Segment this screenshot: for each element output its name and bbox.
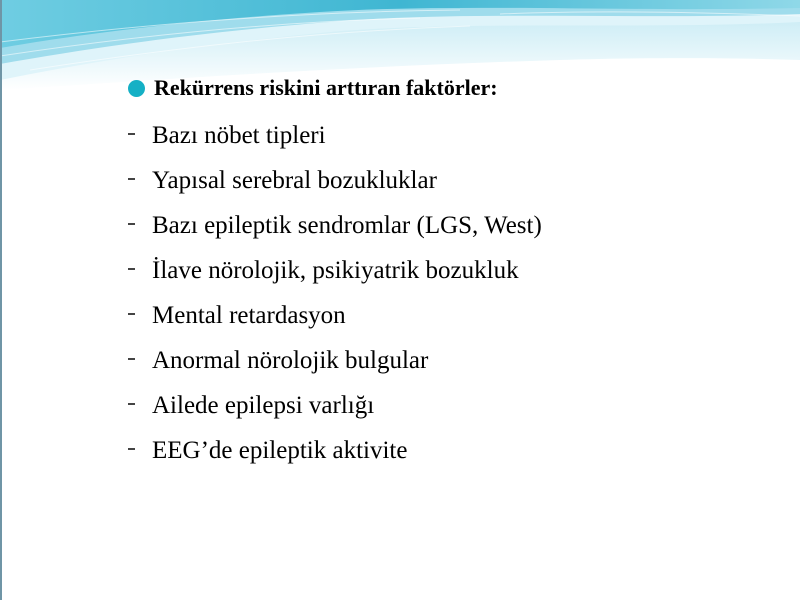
list-item-text: Anormal nörolojik bulgular [152, 346, 429, 374]
list-item [128, 293, 542, 338]
heading-text: Rekürrens riskini arttıran faktörler: [154, 75, 498, 100]
slide-left-edge-line [0, 0, 2, 600]
dash-bullet-icon [128, 358, 135, 360]
filled-circle-bullet-icon [128, 80, 145, 97]
list-item-text: Bazı nöbet tipleri [152, 121, 326, 149]
list-item-text: Yapısal serebral bozukluklar [152, 166, 437, 194]
dash-bullet-icon [128, 223, 135, 225]
dash-bullet-icon [128, 133, 135, 135]
list-item [128, 383, 542, 428]
list-item [128, 158, 542, 203]
list-item-text: İlave nörolojik, psikiyatrik bozukluk [152, 256, 519, 284]
dash-bullet-icon [128, 268, 135, 270]
list-item [128, 428, 542, 473]
list-item-text: Bazı epileptik sendromlar (LGS, West) [152, 211, 542, 239]
list-item-text: EEG’de epileptik aktivite [152, 436, 408, 464]
slide-heading [128, 70, 498, 106]
list-item-text: Ailede epilepsi varlığı [152, 391, 375, 419]
list-item [128, 248, 542, 293]
dash-bullet-icon [128, 178, 135, 180]
list-item [128, 203, 542, 248]
list-item [128, 338, 542, 383]
dash-bullet-icon [128, 403, 135, 405]
dash-bullet-icon [128, 313, 135, 315]
risk-factor-list [128, 113, 542, 473]
list-item-text: Mental retardasyon [152, 301, 346, 329]
list-item [128, 113, 542, 158]
dash-bullet-icon [128, 448, 135, 450]
